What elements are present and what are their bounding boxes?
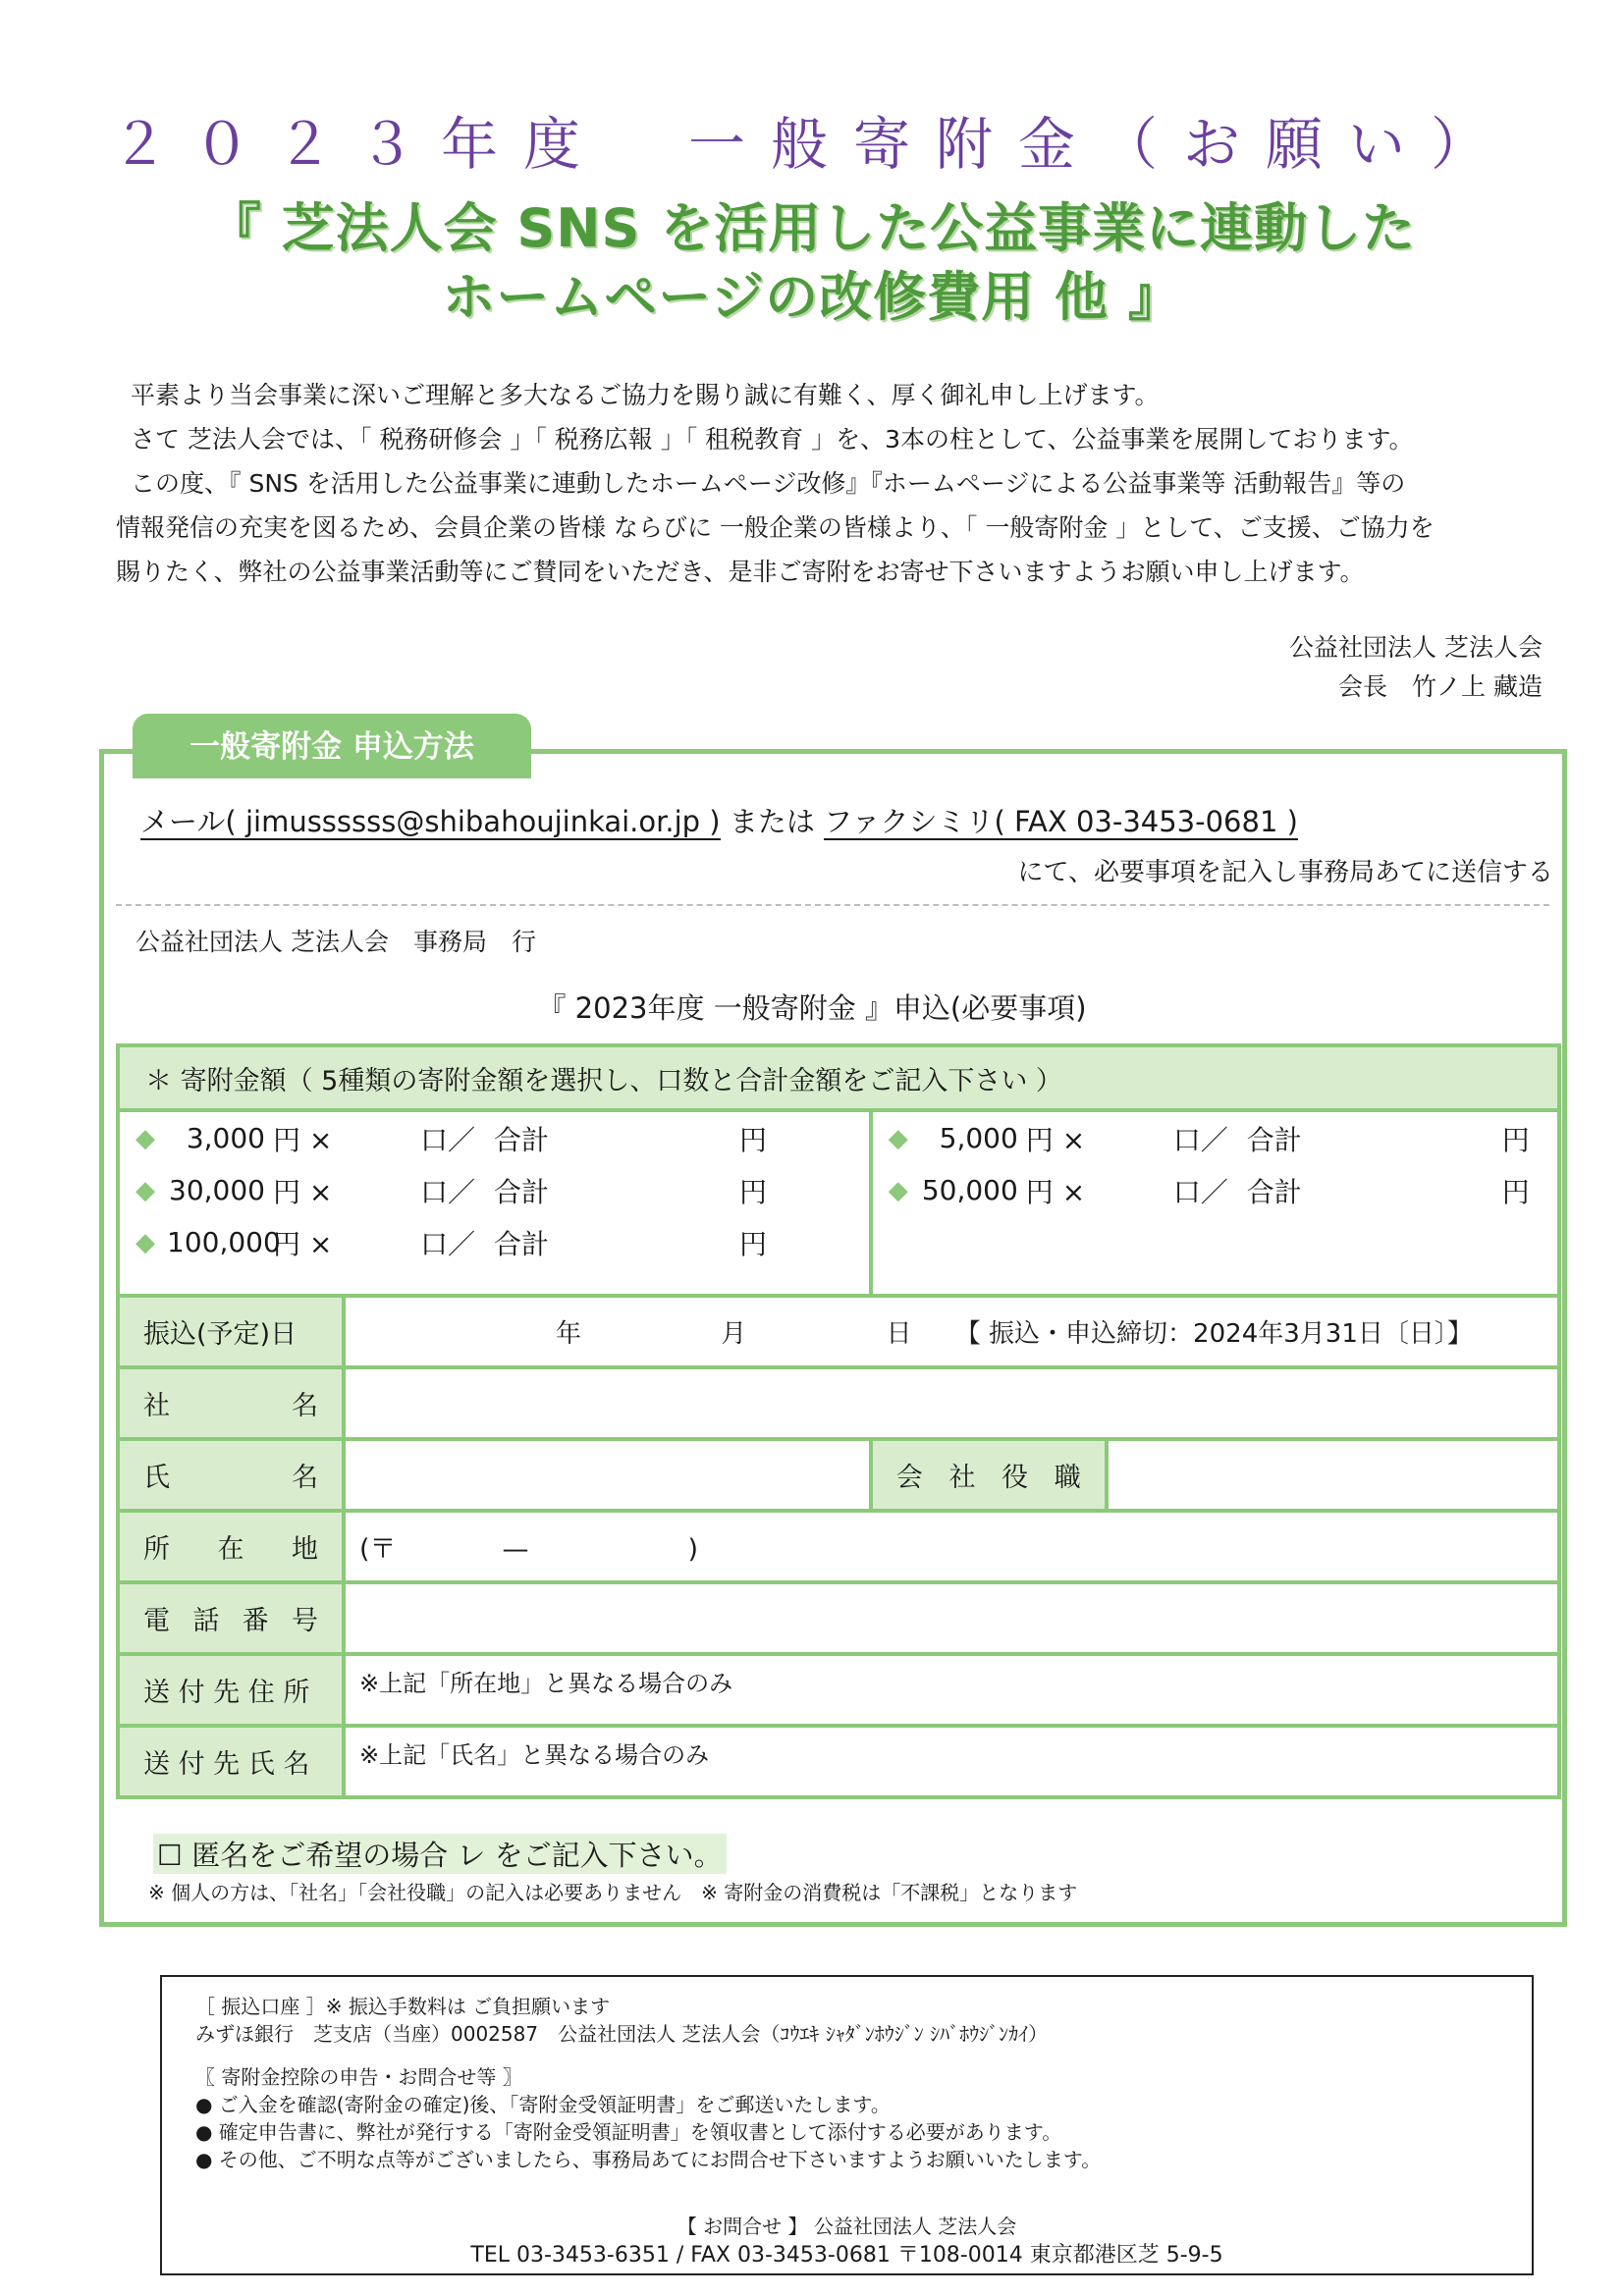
- company-field[interactable]: [344, 1367, 1559, 1439]
- signature-person: 会長 竹ノ上 藏造: [1338, 672, 1543, 701]
- label-ship-name: 送 付 先 氏 名: [118, 1726, 344, 1797]
- footnote: ※ 個人の方は、「社名」「会社役職」の記入は必要ありません ※ 寄附金の消費税は「不課税」となります: [148, 1881, 1078, 1904]
- page-title-line1: 『 芝法人会 SNS を活用した公益事業に連動した: [207, 197, 1417, 259]
- send-note: にて、必要事項を記入し事務局あてに送信する: [1017, 858, 1553, 887]
- postal-code: (〒 — ): [359, 1534, 699, 1565]
- amount-option[interactable]: ◆ 50,000 円 × 口／ 合計 円: [888, 1174, 1530, 1208]
- intro-p1: 平素より当会事業に深いご理解と多大なるご協力を賜り誠に有難く、厚く御礼申し上げます。: [131, 381, 1160, 409]
- email-link[interactable]: メール( jimussssss@shibahoujinkai.or.jp ): [140, 805, 721, 838]
- form-title: 『 2023年度 一般寄附金 』申込(必要事項): [537, 991, 1087, 1025]
- date-field[interactable]: 年 月 日 【 振込・申込締切：2024年3月31日〔日〕】: [344, 1296, 1559, 1367]
- label-name: 氏 名: [118, 1439, 344, 1511]
- label-company: 社 名: [118, 1367, 344, 1439]
- amount-option[interactable]: ◆ 3,000 円 × 口／ 合計 円: [135, 1122, 768, 1156]
- label-job-title: 会 社 役 職: [871, 1439, 1107, 1511]
- amount-options-right: [871, 1110, 1559, 1296]
- intro-p4: 情報発信の充実を図るため、会員企業の皆様 ならびに 一般企業の皆様より、「 一般寄附金 」として、ご支援、ご協力を: [116, 513, 1435, 542]
- fax-number: ファクシミリ( FAX 03-3453-0681 ): [824, 805, 1298, 838]
- deduction-note-2: ● 確定申告書に、弊社が発行する「寄附金受領証明書」を領収書として添付する必要があります。: [195, 2120, 1062, 2144]
- amount-option[interactable]: ◆ 30,000 円 × 口／ 合計 円: [135, 1174, 768, 1208]
- name-field[interactable]: [344, 1439, 871, 1511]
- deduction-heading: 〖 寄附金控除の申告・お問合せ等 〗: [195, 2065, 522, 2089]
- address-field[interactable]: [344, 1511, 1559, 1582]
- page-title-line2: ホームページの改修費用 他 』: [442, 266, 1182, 328]
- label-tel: 電 話 番 号: [118, 1582, 344, 1654]
- diamond-icon: ◆: [888, 1175, 908, 1205]
- intro-p3: この度、『 SNS を活用した公益事業に連動したホームページ改修』『ホームページによる公益事業等 活動報告』等の: [131, 469, 1406, 498]
- amount-option[interactable]: ◆ 5,000 円 × 口／ 合計 円: [888, 1122, 1530, 1156]
- divider: [116, 904, 1549, 906]
- diamond-icon: ◆: [135, 1175, 155, 1205]
- label-date: 振込(予定)日: [118, 1296, 344, 1367]
- bank-account: みずほ銀行 芝支店（当座）0002587 公益社団法人 芝法人会（ｺｳｴｷ ｼｬﾀﾞﾝﾎｳｼﾞﾝ ｼﾊﾞﾎｳｼﾞﾝｶｲ）: [195, 2022, 1049, 2046]
- ship-address-field[interactable]: ※上記「所在地」と異なる場合のみ: [344, 1654, 1559, 1726]
- label-address: 所 在 地: [118, 1511, 344, 1582]
- diamond-icon: ◆: [888, 1123, 908, 1153]
- contact-title: 【 お問合せ 】 公益社団法人 芝法人会: [677, 2215, 1017, 2238]
- intro-text: [116, 373, 1510, 594]
- or-text: または: [720, 805, 825, 838]
- intro-p2: さて 芝法人会では、「 税務研修会 」「 税務広報 」「 租税教育 」を、3本の柱として、公益事業を展開しております。: [131, 425, 1414, 454]
- job-title-field[interactable]: [1107, 1439, 1559, 1511]
- application-form: [116, 1043, 1561, 1799]
- diamond-icon: ◆: [135, 1123, 155, 1153]
- ship-name-field[interactable]: ※上記「氏名」と異なる場合のみ: [344, 1726, 1559, 1797]
- contact-info: TEL 03-3453-6351 / FAX 03-3453-0681 〒108-0014 東京都港区芝 5-9-5: [470, 2243, 1223, 2268]
- deduction-note-3: ● その他、ご不明な点等がございましたら、事務局あてにお問合せ下さいますようお願いいたします。: [195, 2148, 1102, 2171]
- bank-heading: ［ 振込口座 ］※ 振込手数料は ご負担願います: [195, 1995, 611, 2018]
- amount-options-left: [118, 1110, 871, 1296]
- signature: [1289, 628, 1543, 707]
- deduction-note-1: ● ご入金を確認(寄附金の確定)後、「寄附金受領証明書」をご郵送いたします。: [195, 2093, 891, 2116]
- anonymous-checkbox[interactable]: ☐ 匿名をご希望の場合 レ をご記入下さい。: [153, 1834, 727, 1874]
- tel-field[interactable]: [344, 1582, 1559, 1654]
- amount-header: ＊ 寄附金額（ 5種類の寄附金額を選択し、口数と合計金額をご記入下さい ）: [118, 1045, 1559, 1110]
- label-ship-address: 送 付 先 住 所: [118, 1654, 344, 1726]
- intro-p5: 賜りたく、弊社の公益事業活動等にご賛同をいただき、是非ご寄附をお寄せ下さいますようお願い申し上げます。: [116, 558, 1365, 586]
- amount-option[interactable]: ◆ 100,000 円 × 口／ 合計 円: [135, 1226, 768, 1260]
- submit-methods: [140, 800, 1298, 840]
- application-tab: 一般寄附金 申込方法: [133, 714, 531, 778]
- bank-info-box: [160, 1975, 1534, 2275]
- deadline: 【 振込・申込締切：2024年3月31日〔日〕】: [954, 1319, 1473, 1349]
- diamond-icon: ◆: [135, 1227, 155, 1257]
- destination: 公益社団法人 芝法人会 事務局 行: [135, 928, 536, 956]
- signature-org: 公益社団法人 芝法人会: [1289, 633, 1543, 662]
- page-title-year: ２０２３年度 一般寄附金（お願い）: [110, 111, 1513, 178]
